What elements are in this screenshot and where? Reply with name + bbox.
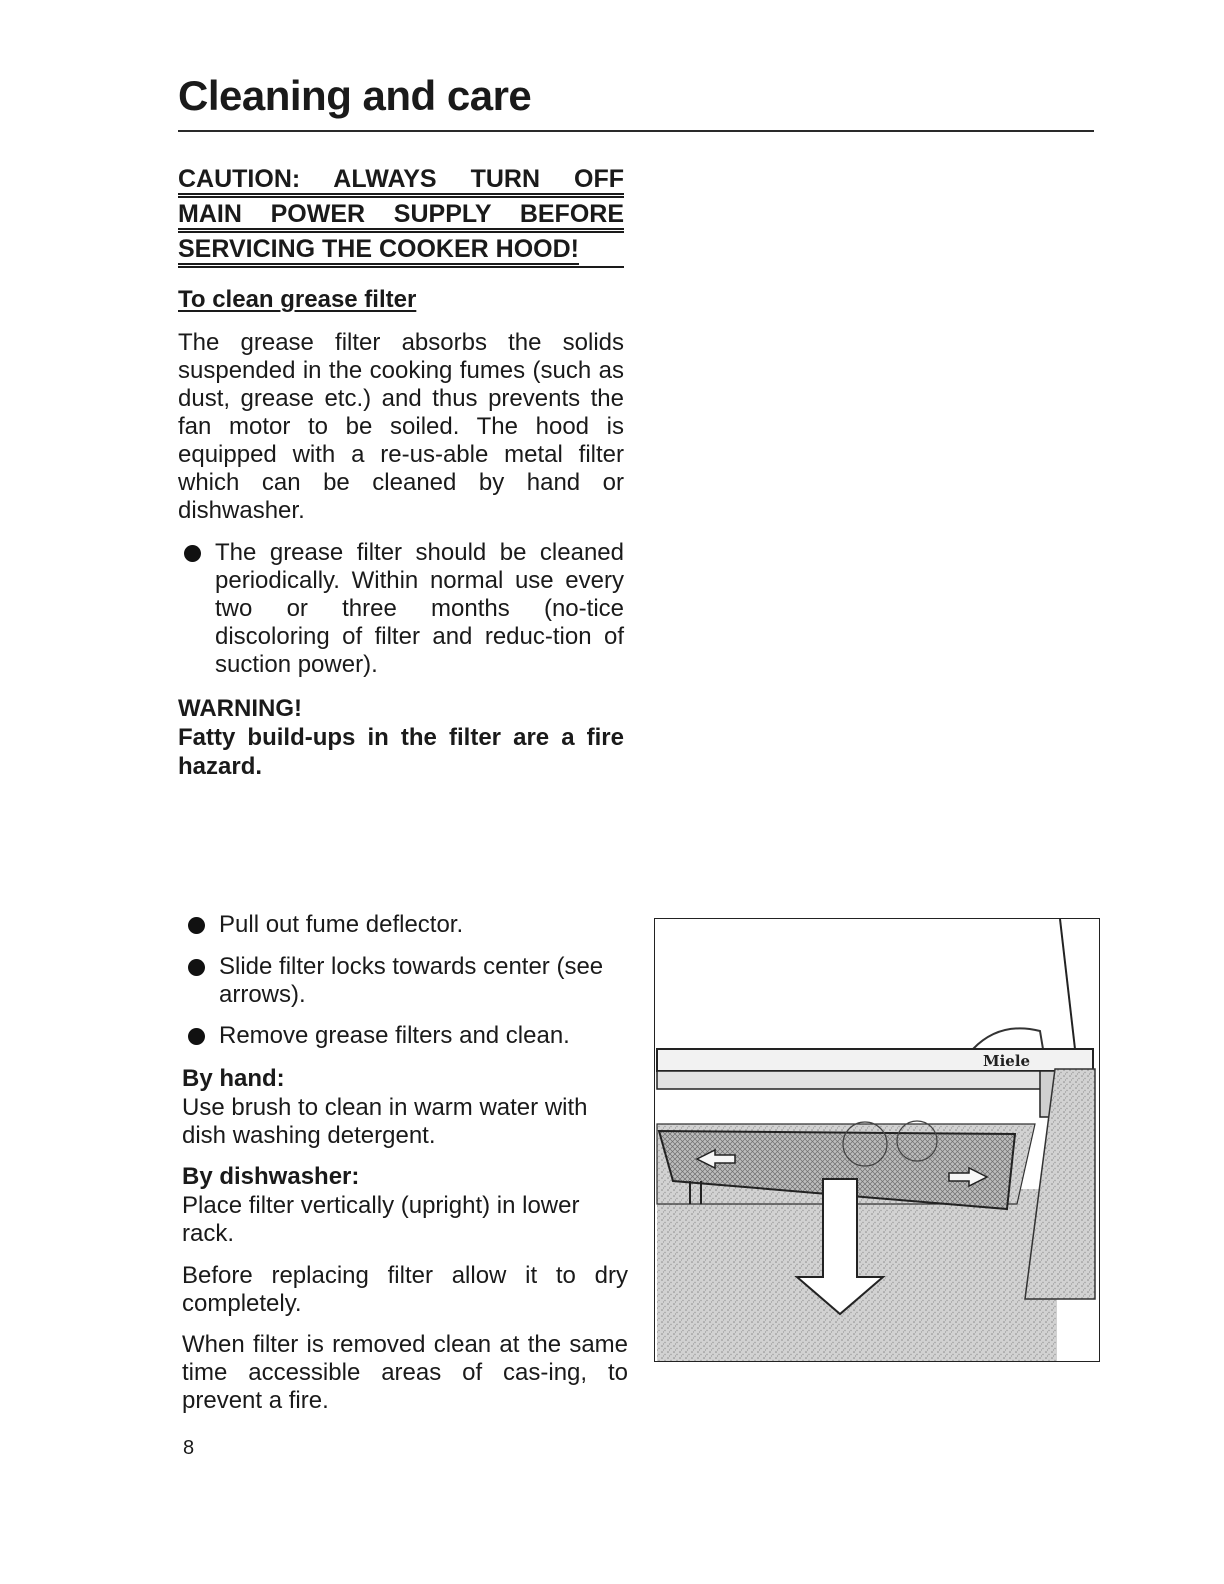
warning-title: WARNING! [178, 695, 302, 722]
step-slide-locks [182, 953, 628, 1009]
by-dishwasher-text: Place filter vertically (upright) in lower rack. [182, 1192, 580, 1247]
caution-line-2: MAIN POWER SUPPLY BEFORE [178, 200, 624, 228]
step-slide-text: Slide filter locks towards center (see arrows). [219, 953, 604, 1008]
caution-line-1: CAUTION: ALWAYS TURN OFF [178, 165, 624, 193]
hood-filter-drawing [655, 919, 1101, 1363]
by-dishwasher-heading: By dishwasher: [182, 1163, 360, 1190]
brand-logo: Miele [983, 1052, 1031, 1070]
hood-filter-illustration [654, 918, 1100, 1362]
caution-line-3: SERVICING THE COOKER HOOD! [178, 235, 579, 263]
grease-filter-heading: To clean grease filter [178, 286, 417, 313]
bullet-icon [188, 1028, 205, 1045]
page-number: 8 [183, 1437, 195, 1459]
periodic-cleaning-text: The grease filter should be cleaned periodically. Within normal use every two or three months (no-tice discoloring of filter and reduc-tion of suction power). [215, 539, 624, 678]
warning-text: Fatty build-ups in the filter are a fire hazard. [178, 724, 624, 780]
when-removed-text: When filter is removed clean at the same time accessible areas of cas-ing, to prevent a fire. [182, 1331, 628, 1414]
step-remove-filters [182, 1022, 628, 1050]
hood-light-dome [973, 1028, 1043, 1049]
bullet-icon [188, 917, 205, 934]
step-pull-deflector [182, 911, 628, 939]
wall-edge-line [1060, 919, 1075, 1049]
step-pull-text: Pull out fume deflector. [219, 911, 464, 938]
side-cabinet [1025, 1069, 1095, 1299]
title-divider [178, 130, 1094, 132]
bullet-icon [188, 959, 205, 976]
before-replacing-text: Before replacing filter allow it to dry completely. [182, 1262, 628, 1317]
periodic-cleaning-item [178, 539, 624, 679]
caution-notice [178, 163, 624, 268]
step-remove-text: Remove grease filters and clean. [219, 1022, 570, 1049]
hood-body [657, 1071, 1093, 1089]
grease-filter-intro: The grease filter absorbs the solids suspended in the cooking fumes (such as dust, grease etc.) and thus prevents the fan motor to be soiled. The hood is equipped with a re-us-able metal filter which can be cleaned by hand or dishwasher. [178, 329, 624, 524]
bullet-icon [184, 545, 201, 562]
page-title: Cleaning and care [178, 72, 532, 119]
by-hand-text: Use brush to clean in warm water with dish washing detergent. [182, 1094, 588, 1149]
warning-block [178, 694, 624, 781]
by-hand-heading: By hand: [182, 1065, 285, 1092]
